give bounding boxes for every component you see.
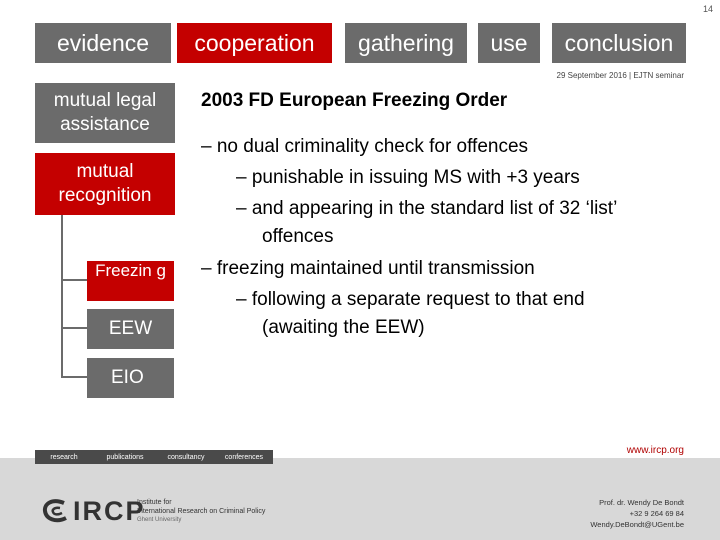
sidebar-eew[interactable]: EEW [87, 309, 174, 349]
institute-line: Institute for [137, 499, 172, 506]
tab-gathering[interactable]: gathering [345, 23, 467, 63]
tree-branch [61, 279, 87, 281]
sidebar-mutual-recognition[interactable]: mutual recognition [35, 153, 175, 215]
slide-number: 14 [702, 4, 713, 14]
ircp-wordmark: IRCP [73, 496, 146, 526]
contact-email[interactable]: Wendy.DeBondt@UGent.be [590, 520, 684, 529]
bullet-continuation: (awaiting the EEW) [262, 317, 425, 338]
bullet-continuation: offences [262, 226, 334, 247]
slide-heading: 2003 FD European Freezing Order [201, 90, 508, 111]
date-line: 29 September 2016 | EJTN seminar [556, 71, 684, 80]
contact-name: Prof. dr. Wendy De Bondt [599, 498, 684, 507]
contact-phone: +32 9 264 69 84 [629, 509, 684, 518]
bullet-level2: – punishable in issuing MS with +3 years [236, 167, 580, 188]
tree-connector [61, 215, 63, 377]
bullet-level2: – and appearing in the standard list of 32 ‘list’ [236, 198, 618, 219]
tab-evidence[interactable]: evidence [35, 23, 171, 63]
bullet-level1: – freezing maintained until transmission [201, 258, 535, 279]
sidebar-freezing[interactable]: Freezin g [87, 261, 174, 301]
tree-branch [61, 376, 87, 378]
ircp-logo-icon [42, 498, 72, 524]
institute-name [137, 498, 265, 525]
footer-nav-conferences[interactable]: conferences [224, 453, 264, 461]
footer-nav [35, 450, 273, 464]
tab-conclusion[interactable]: conclusion [552, 23, 686, 63]
bullet-level1: – no dual criminality check for offences [201, 136, 529, 157]
website-url[interactable]: www.ircp.org [626, 445, 684, 456]
sidebar-eio[interactable]: EIO [87, 358, 174, 398]
footer-nav-research[interactable]: research [50, 453, 78, 461]
institute-line: International Research on Criminal Policy [137, 508, 266, 515]
footer-nav-publications[interactable]: publications [106, 453, 144, 461]
institute-line: Ghent University [137, 517, 182, 523]
bullet-level2: – following a separate request to that end [236, 289, 585, 310]
tab-use[interactable]: use [478, 23, 540, 63]
tree-branch [61, 327, 87, 329]
contact-block [590, 497, 684, 530]
tab-cooperation[interactable]: cooperation [177, 23, 332, 63]
footer-nav-consultancy[interactable]: consultancy [167, 453, 205, 461]
sidebar-mutual-legal-assistance[interactable]: mutual legal assistance [35, 83, 175, 143]
